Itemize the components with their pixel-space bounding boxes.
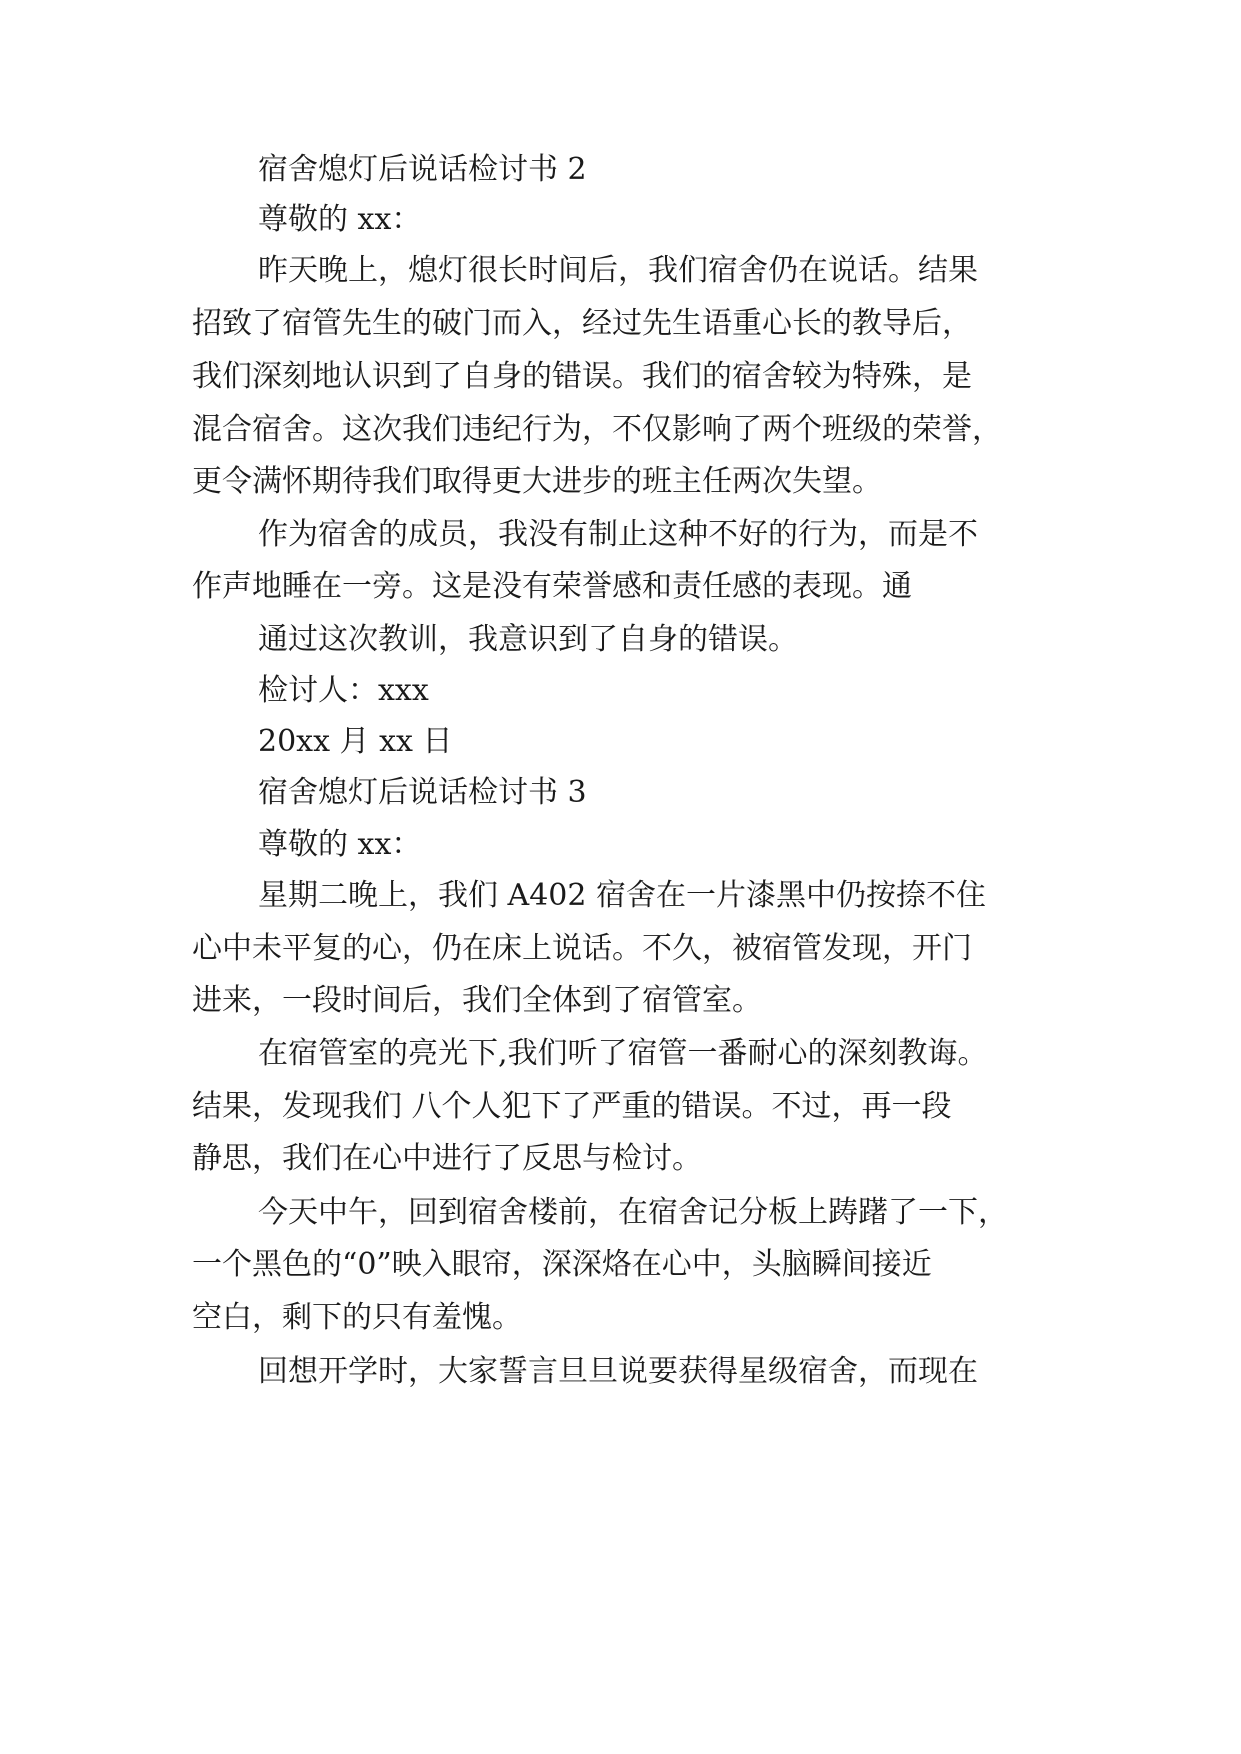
paragraph-line: 结果，发现我们 八个人犯下了严重的错误。不过，再一段	[192, 1089, 952, 1124]
paragraph-line: 作声地睡在一旁。这是没有荣誉感和责任感的表现。通	[192, 569, 912, 604]
paragraph-line: 一个黑色的“0”映入眼帘，深深烙在心中，头脑瞬间接近	[192, 1247, 932, 1282]
paragraph-line: 混合宿舍。这次我们违纪行为，不仅影响了两个班级的荣誉，	[192, 412, 1002, 447]
paragraph-line: 更令满怀期待我们取得更大进步的班主任两次失望。	[192, 464, 882, 499]
paragraph-line: 星期二晚上，我们 A402 宿舍在一片漆黑中仍按捺不住	[258, 878, 986, 913]
paragraph-line: 静思，我们在心中进行了反思与检讨。	[192, 1141, 702, 1176]
paragraph-line: 招致了宿管先生的破门而入，经过先生语重心长的教导后，	[192, 306, 972, 341]
paragraph-line: 今天中午，回到宿舍楼前，在宿舍记分板上踌躇了一下，	[258, 1195, 1008, 1230]
paragraph-line: 回想开学时，大家誓言旦旦说要获得星级宿舍，而现在	[258, 1354, 978, 1389]
section-title: 宿舍熄灯后说话检讨书 2	[258, 152, 587, 187]
salutation: 尊敬的 xx：	[258, 202, 422, 237]
paragraph-line: 在宿管室的亮光下,我们听了宿管一番耐心的深刻教诲。	[258, 1036, 988, 1071]
paragraph-line: 我们深刻地认识到了自身的错误。我们的宿舍较为特殊，是	[192, 359, 972, 394]
paragraph-line: 作为宿舍的成员，我没有制止这种不好的行为，而是不	[258, 517, 978, 552]
paragraph-line: 进来，一段时间后，我们全体到了宿管室。	[192, 983, 762, 1018]
date-line: 20xx 月 xx 日	[258, 724, 453, 759]
section-title: 宿舍熄灯后说话检讨书 3	[258, 775, 587, 810]
paragraph-line: 心中未平复的心，仍在床上说话。不久，被宿管发现，开门	[192, 931, 972, 966]
salutation: 尊敬的 xx：	[258, 827, 422, 862]
paragraph-line: 通过这次教训，我意识到了自身的错误。	[258, 622, 798, 657]
paragraph-line: 昨天晚上，熄灯很长时间后，我们宿舍仍在说话。结果	[258, 253, 978, 288]
signature-line: 检讨人：xxx	[258, 673, 429, 708]
paragraph-line: 空白，剩下的只有羞愧。	[192, 1300, 522, 1335]
